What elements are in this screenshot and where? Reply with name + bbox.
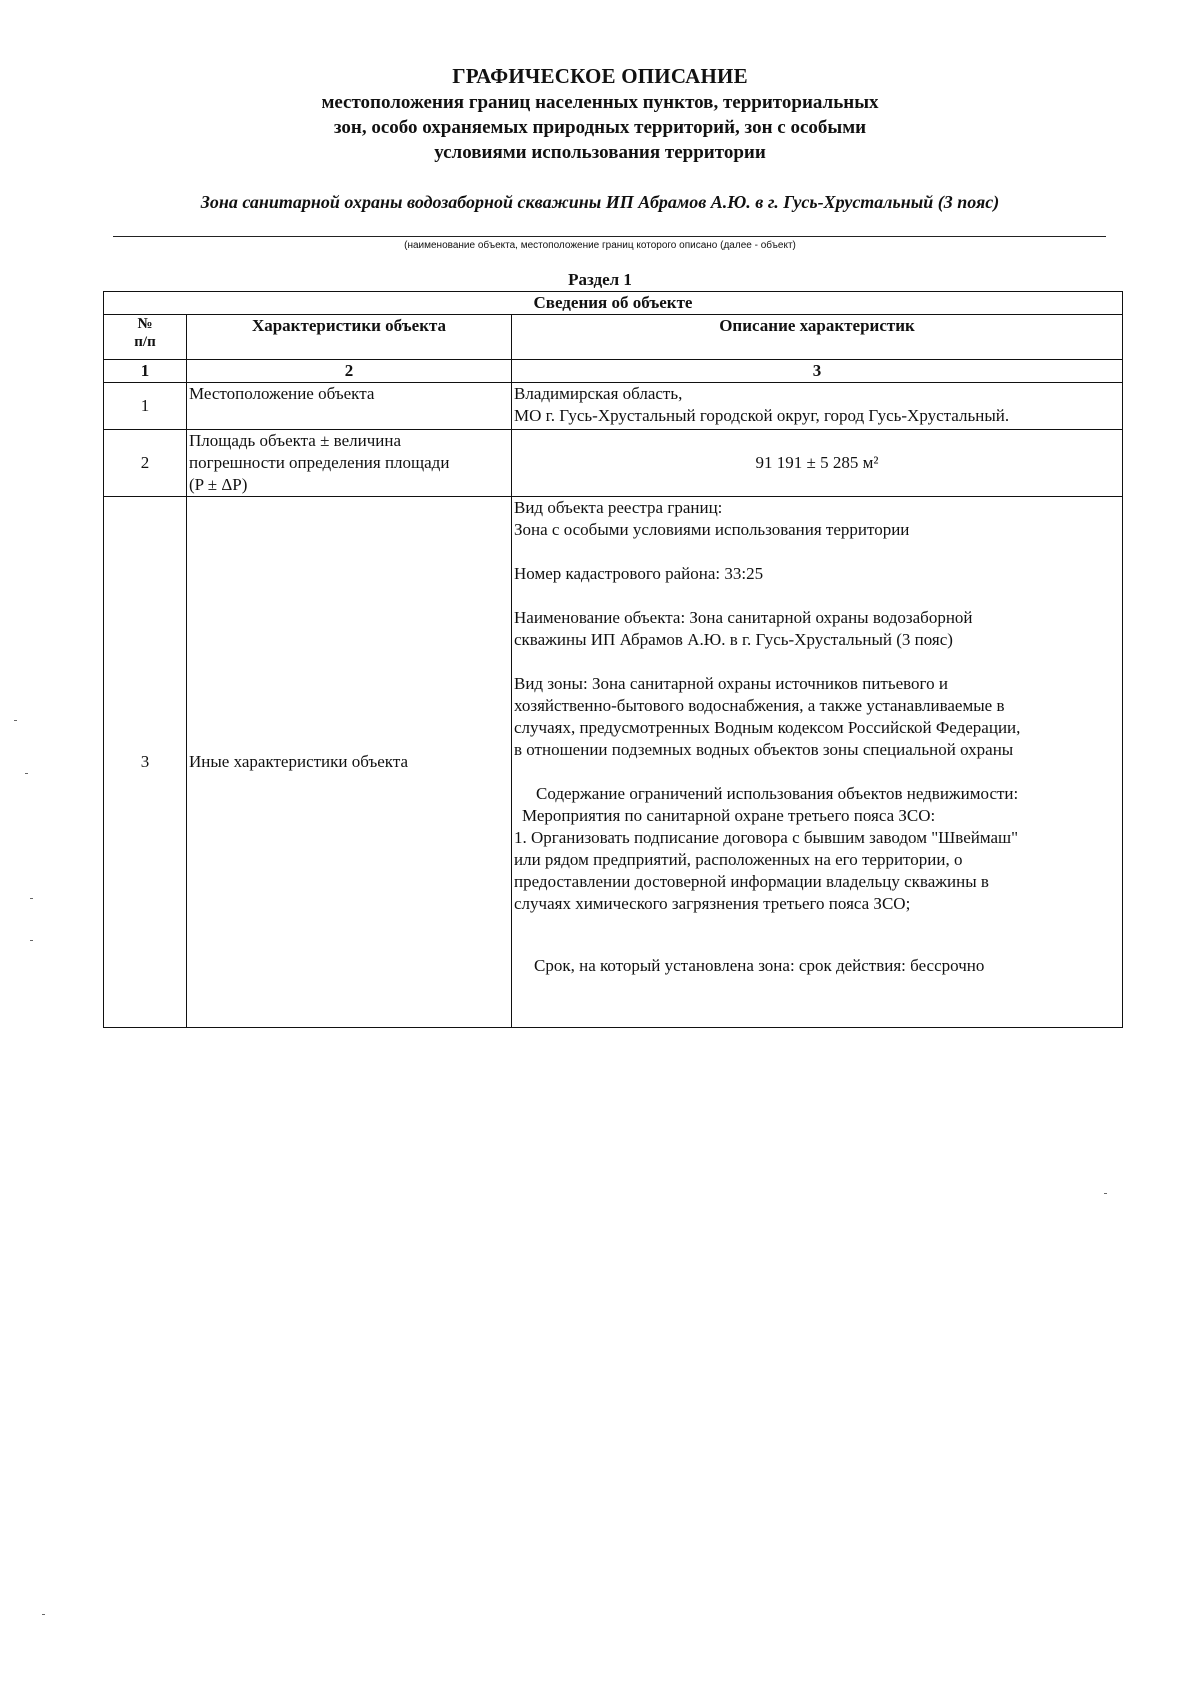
table-header-row xyxy=(104,315,1123,360)
row-characteristic: Иные характеристики объекта xyxy=(187,497,512,1028)
location-line-2: МО г. Гусь-Хрустальный городской округ, город Гусь-Хрустальный. xyxy=(514,406,1010,425)
table-caption: Сведения об объекте xyxy=(104,292,1123,315)
scan-speck xyxy=(14,720,17,721)
column-header-characteristics: Характеристики объекта xyxy=(187,315,512,360)
area-label-line-2: погрешности определения площади xyxy=(189,453,450,472)
column-index-2: 2 xyxy=(187,360,512,383)
restrictions-line-3: 1. Организовать подписание договора с бывшим заводом "Швеймаш" xyxy=(514,828,1019,847)
document-title: ГРАФИЧЕСКОЕ ОПИСАНИЕ xyxy=(452,64,748,88)
restrictions-line-5: предоставлении достоверной информации владельцу скважины в xyxy=(514,872,989,891)
document-subtitle-line-2: зон, особо охраняемых природных территорий, зон с особыми xyxy=(333,117,867,138)
column-header-description: Описание характеристик xyxy=(512,315,1123,360)
row-description xyxy=(512,383,1123,430)
restrictions-line-2: Мероприятия по санитарной охране третьего пояса ЗСО: xyxy=(522,806,936,825)
document-subtitle-line-1: местоположения границ населенных пунктов, территориальных xyxy=(321,92,879,113)
restrictions-line-6: случаях химического загрязнения третьего пояса ЗСО; xyxy=(514,894,911,913)
scan-speck xyxy=(42,1614,45,1615)
object-name: Зона санитарной охраны водозаборной скважины ИП Абрамов А.Ю. в г. Гусь-Хрустальный (3 пояс) xyxy=(200,192,1000,212)
row-number: 2 xyxy=(104,430,187,497)
object-name-caption: (наименование объекта, местоположение границ которого описано (далее - объект) xyxy=(404,240,796,251)
object-info-table xyxy=(103,291,1123,1028)
scan-speck xyxy=(30,898,33,899)
registry-type-value: Зона с особыми условиями использования территории xyxy=(514,520,910,539)
section-title: Раздел 1 xyxy=(568,270,632,289)
registry-type-label: Вид объекта реестра границ: xyxy=(514,498,723,517)
zone-type-line-2: хозяйственно-бытового водоснабжения, а также устанавливаемые в xyxy=(514,696,1005,715)
row-number: 3 xyxy=(104,497,187,1028)
object-name-line-2: скважины ИП Абрамов А.Ю. в г. Гусь-Хрустальный (3 пояс) xyxy=(514,630,953,649)
row-number: 1 xyxy=(104,383,187,430)
scan-speck xyxy=(30,940,33,941)
scan-speck xyxy=(25,773,28,774)
row-characteristic xyxy=(187,430,512,497)
area-label-line-3: (P ± ΔP) xyxy=(189,475,248,494)
column-index-row xyxy=(104,360,1123,383)
table-row xyxy=(104,430,1123,497)
column-header-number xyxy=(104,315,187,360)
column-index-3: 3 xyxy=(512,360,1123,383)
restrictions-line-1: Содержание ограничений использования объектов недвижимости: xyxy=(536,784,1019,803)
zone-type-line-4: в отношении подземных водных объектов зоны специальной охраны xyxy=(514,740,1014,759)
object-name-line-1: Наименование объекта: Зона санитарной охраны водозаборной xyxy=(514,608,973,627)
location-line-1: Владимирская область, xyxy=(514,384,683,403)
restrictions-line-4: или рядом предприятий, расположенных на его территории, о xyxy=(514,850,963,869)
row-description xyxy=(512,497,1123,1028)
column-header-number-line-2: п/п xyxy=(134,334,156,350)
column-header-number-line-1: № xyxy=(137,316,153,332)
document-subtitle-line-3: условиями использования территории xyxy=(434,142,766,163)
object-name-underline xyxy=(113,236,1106,237)
zone-type-line-1: Вид зоны: Зона санитарной охраны источников питьевого и xyxy=(514,674,948,693)
table-row xyxy=(104,383,1123,430)
table-row xyxy=(104,497,1123,1028)
column-index-1: 1 xyxy=(104,360,187,383)
scan-speck xyxy=(1104,1193,1107,1194)
table-caption-row xyxy=(104,292,1123,315)
zone-term: Срок, на который установлена зона: срок действия: бессрочно xyxy=(534,956,985,975)
area-value: 91 191 ± 5 285 м² xyxy=(512,430,1123,497)
cadastral-district: Номер кадастрового района: 33:25 xyxy=(514,564,764,583)
zone-type-line-3: случаях, предусмотренных Водным кодексом Российской Федерации, xyxy=(514,718,1021,737)
row-characteristic: Местоположение объекта xyxy=(187,383,512,430)
area-label-line-1: Площадь объекта ± величина xyxy=(189,431,402,450)
